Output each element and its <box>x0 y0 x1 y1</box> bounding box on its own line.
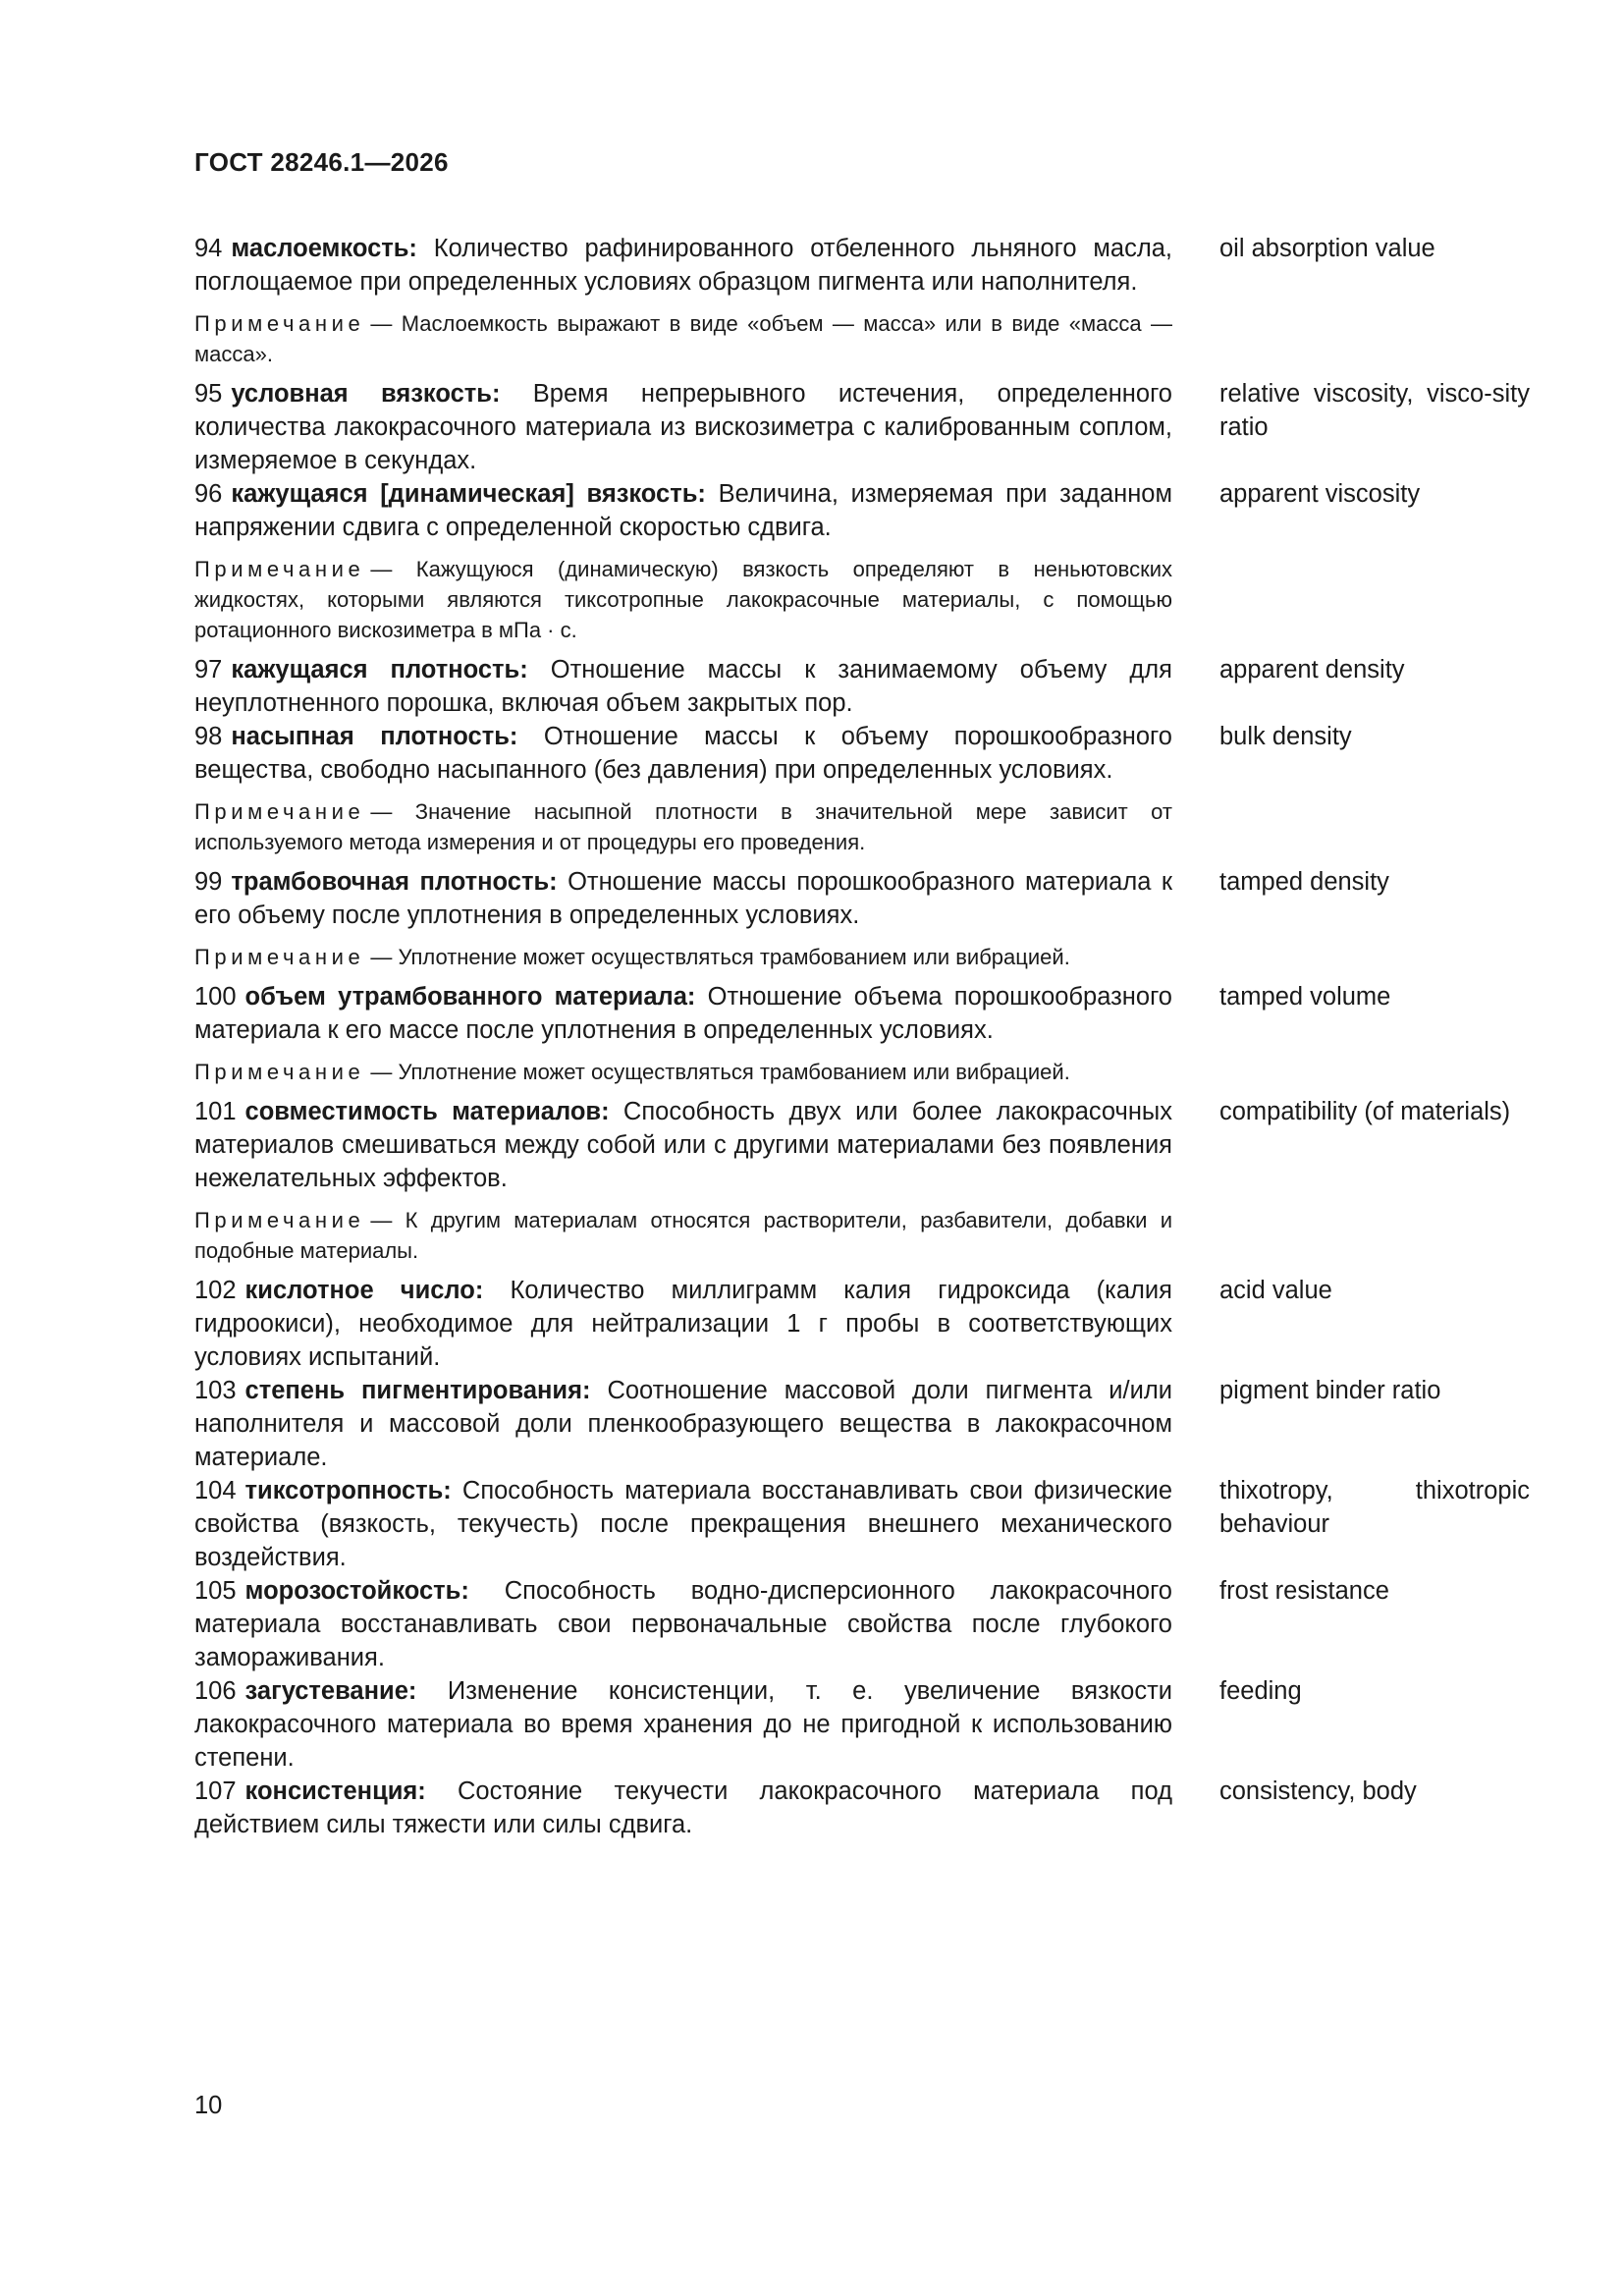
term-english: tamped density <box>1219 868 1389 896</box>
term-entry-99 <box>194 865 1530 932</box>
term-entry-106 <box>194 1674 1530 1775</box>
term-number: 94 <box>194 235 223 262</box>
term-definition <box>194 865 1172 932</box>
term-definition <box>194 980 1172 1047</box>
term-english: compatibility (of materials) <box>1219 1098 1511 1125</box>
term-name: условная вязкость: <box>231 380 501 408</box>
term-english: bulk density <box>1219 723 1352 750</box>
term-entry-97 <box>194 653 1530 720</box>
term-number: 99 <box>194 868 223 896</box>
term-number: 98 <box>194 723 223 750</box>
page-number: 10 <box>194 2092 223 2119</box>
term-number: 97 <box>194 656 223 683</box>
term-definition <box>194 1274 1172 1374</box>
term-entry-96 <box>194 477 1530 544</box>
term-number: 96 <box>194 480 223 508</box>
term-entry-104 <box>194 1474 1530 1574</box>
term-definition <box>194 377 1172 477</box>
term-number: 100 <box>194 983 237 1011</box>
term-definition-text: Величина, измеряемая при заданном напряжении сдвига с определенной скоростью сдвига. <box>194 480 1172 541</box>
term-definition <box>194 477 1172 544</box>
term-definition-text: Отношение массы к занимаемому объему для неуплотненного порошка, включая объем закрытых пор. <box>194 656 1172 717</box>
term-definition-text: Соотношение массовой доли пигмента и/или наполнителя и массовой доли пленкообразующего вещества в лакокрасочном материале. <box>194 1377 1172 1471</box>
term-name: степень пигментирования: <box>244 1377 591 1404</box>
term-note <box>194 942 1172 972</box>
term-entry-103 <box>194 1374 1530 1474</box>
term-definition <box>194 1095 1172 1195</box>
term-definition-text: Время непрерывного истечения, определенного количества лакокрасочного материала из вискозиметра с калиброванным соплом, измеряемое в секундах. <box>194 380 1172 474</box>
term-name: кажущаяся плотность: <box>231 656 528 683</box>
term-definition-text: Способность водно-дисперсионного лакокрасочного материала восстанавливать свои первоначальные свойства после глубокого замораживания. <box>194 1577 1172 1671</box>
term-english: relative viscosity, visco-sity ratio <box>1219 380 1530 441</box>
term-number: 95 <box>194 380 223 408</box>
term-note <box>194 554 1172 645</box>
term-name: кислотное число: <box>244 1277 484 1304</box>
note-label: Примечание <box>194 945 365 969</box>
term-english: pigment binder ratio <box>1219 1377 1441 1404</box>
term-definition <box>194 232 1172 299</box>
term-note <box>194 796 1172 857</box>
term-definition-text: Способность материала восстанавливать свои физические свойства (вязкость, текучесть) после прекращения внешнего механического воздействия. <box>194 1477 1172 1571</box>
term-note <box>194 308 1172 369</box>
note-label: Примечание <box>194 557 365 581</box>
term-number: 106 <box>194 1677 237 1705</box>
document-header: ГОСТ 28246.1—2026 <box>194 147 449 177</box>
term-entry-102 <box>194 1274 1530 1374</box>
term-entry-105 <box>194 1574 1530 1674</box>
term-name: совместимость материалов: <box>244 1098 610 1125</box>
term-entry-95 <box>194 377 1530 477</box>
term-name: насыпная плотность: <box>231 723 518 750</box>
term-english: frost resistance <box>1219 1577 1389 1605</box>
term-english: feeding <box>1219 1677 1302 1705</box>
term-definition <box>194 1674 1172 1775</box>
term-definition-text: Состояние текучести лакокрасочного материала под действием силы тяжести или силы сдвига. <box>194 1777 1172 1838</box>
term-definition <box>194 1474 1172 1574</box>
term-name: загустевание: <box>244 1677 417 1705</box>
term-definition-text: Количество миллиграмм калия гидроксида (калия гидроокиси), необходимое для нейтрализации 1 г пробы в соответствующих условиях испытаний. <box>194 1277 1172 1371</box>
term-entry-100 <box>194 980 1530 1047</box>
term-name: трамбовочная плотность: <box>231 868 558 896</box>
term-name: кажущаяся [динамическая] вязкость: <box>231 480 706 508</box>
term-english: consistency, body <box>1219 1777 1417 1805</box>
term-definition-text: Количество рафинированного отбеленного льняного масла, поглощаемое при определенных условиях образцом пигмента или наполнителя. <box>194 235 1172 296</box>
term-note <box>194 1057 1172 1087</box>
term-name: морозостойкость: <box>244 1577 469 1605</box>
term-definition-text: Отношение массы к объему порошкообразного вещества, свободно насыпанного (без давления) при определенных условиях. <box>194 723 1172 784</box>
term-definition <box>194 653 1172 720</box>
term-english: thixotropy, thixotropic behaviour <box>1219 1477 1530 1538</box>
term-english: apparent viscosity <box>1219 480 1421 508</box>
term-definition-text: Отношение объема порошкообразного материала к его массе после уплотнения в определенных условиях. <box>194 983 1172 1044</box>
term-number: 102 <box>194 1277 237 1304</box>
note-label: Примечание <box>194 799 365 824</box>
term-entry-107 <box>194 1775 1530 1841</box>
note-text: — Уплотнение может осуществляться трамбованием или вибрацией. <box>370 945 1070 969</box>
term-english: oil absorption value <box>1219 235 1435 262</box>
term-number: 105 <box>194 1577 237 1605</box>
note-text: — Маслоемкость выражают в виде «объем — масса» или в виде «масса — масса». <box>194 311 1172 366</box>
term-name: консистенция: <box>244 1777 426 1805</box>
term-definition-text: Способность двух или более лакокрасочных материалов смешиваться между собой или с другими материалами без появления нежелательных эффектов. <box>194 1098 1172 1192</box>
note-label: Примечание <box>194 1208 365 1232</box>
term-english: apparent density <box>1219 656 1405 683</box>
note-label: Примечание <box>194 1060 365 1084</box>
term-english: tamped volume <box>1219 983 1391 1011</box>
term-entry-94 <box>194 232 1530 299</box>
note-text: — Кажущуюся (динамическую) вязкость определяют в неньютовских жидкостях, которыми являются тиксотропные лакокрасочные материалы, с помощью ротационного вискозиметра в мПа · с. <box>194 557 1172 642</box>
term-number: 104 <box>194 1477 237 1504</box>
term-definition-text: Изменение консистенции, т. е. увеличение вязкости лакокрасочного материала во время хранения до не пригодной к использованию степени. <box>194 1677 1172 1772</box>
term-note <box>194 1205 1172 1266</box>
term-name: маслоемкость: <box>231 235 417 262</box>
term-definition <box>194 1374 1172 1474</box>
term-definition <box>194 1574 1172 1674</box>
terms-list <box>194 232 1530 1841</box>
note-text: — Уплотнение может осуществляться трамбованием или вибрацией. <box>370 1060 1070 1084</box>
term-number: 103 <box>194 1377 237 1404</box>
term-definition <box>194 1775 1172 1841</box>
note-text: — К другим материалам относятся растворители, разбавители, добавки и подобные материалы. <box>194 1208 1172 1263</box>
term-entry-98 <box>194 720 1530 787</box>
term-definition-text: Отношение массы порошкообразного материала к его объему после уплотнения в определенных условиях. <box>194 868 1172 929</box>
term-english: acid value <box>1219 1277 1332 1304</box>
term-number: 101 <box>194 1098 237 1125</box>
note-text: — Значение насыпной плотности в значительной мере зависит от используемого метода измерения и от процедуры его проведения. <box>194 799 1172 854</box>
term-definition <box>194 720 1172 787</box>
term-entry-101 <box>194 1095 1530 1195</box>
note-label: Примечание <box>194 311 365 336</box>
term-name: объем утрамбованного материала: <box>244 983 696 1011</box>
term-name: тиксотропность: <box>244 1477 452 1504</box>
term-number: 107 <box>194 1777 237 1805</box>
